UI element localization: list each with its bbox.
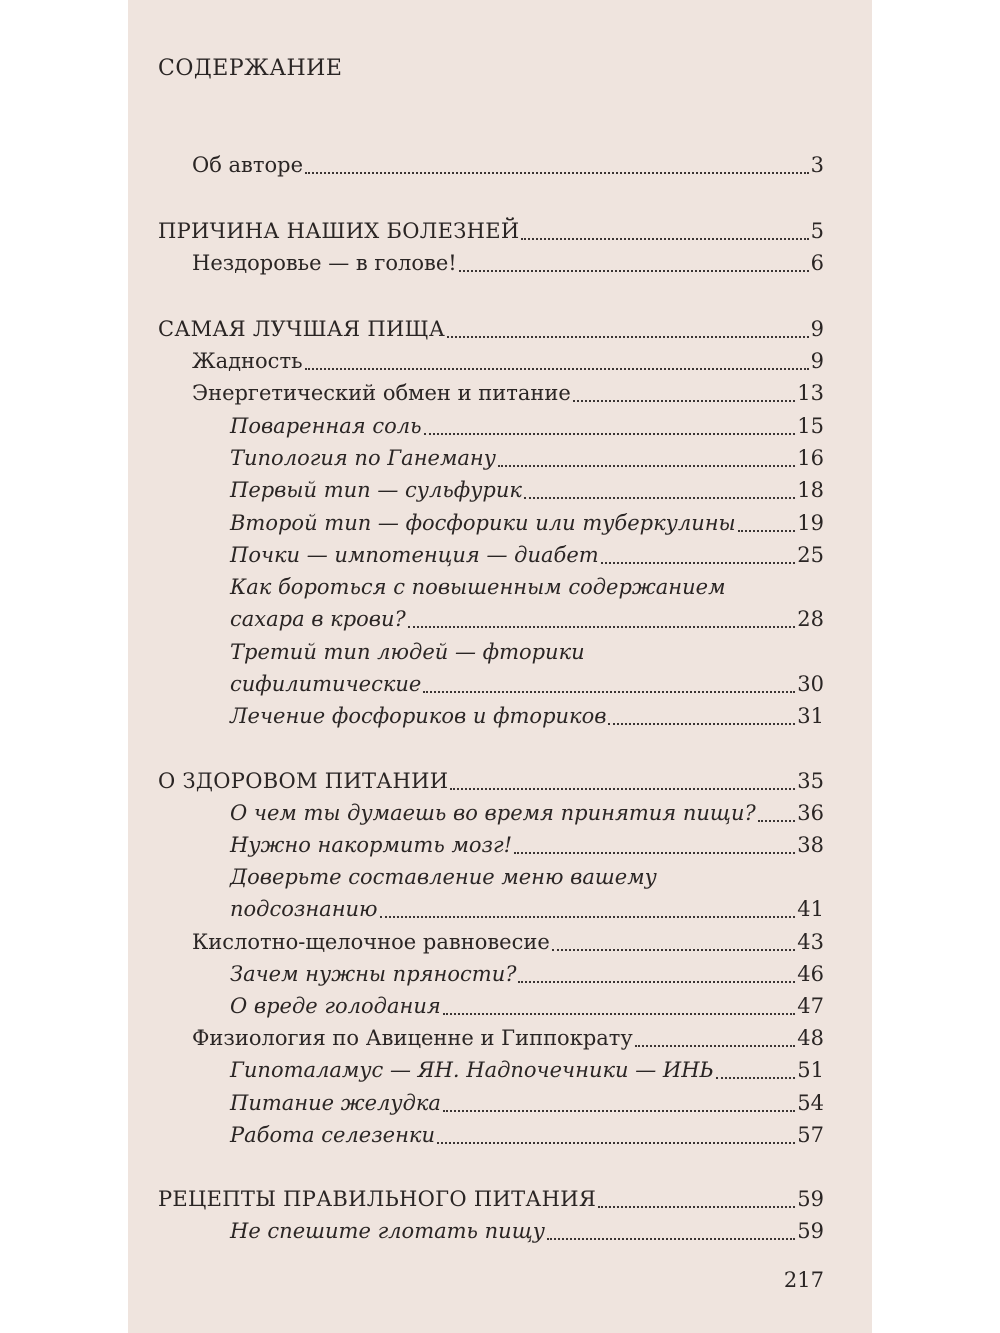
toc-entry (128, 540, 872, 570)
toc-entry (128, 475, 872, 505)
toc-entry-title: Энергетический обмен и питание (192, 381, 571, 405)
toc-entry-title: Лечение фосфориков и фториков (230, 704, 607, 728)
dot-leader (573, 400, 795, 402)
toc-entry-title: Гипоталамус — ЯН. Надпочечники — ИНЬ (230, 1058, 714, 1082)
toc-entry-title: О чем ты думаешь во время принятия пищи? (230, 801, 756, 825)
dot-leader (758, 820, 796, 822)
toc-entry-page: 30 (797, 672, 824, 696)
dot-leader (738, 530, 796, 532)
toc-entry (128, 1216, 872, 1246)
toc-entry (128, 637, 872, 667)
toc-entry-title: ПРИЧИНА НАШИХ БОЛЕЗНЕЙ (158, 219, 520, 243)
dot-leader (437, 1142, 795, 1144)
dot-leader (443, 1013, 796, 1015)
toc-entry-title: сахара в крови? (230, 607, 406, 631)
dot-leader (424, 433, 796, 435)
toc-entry (128, 701, 872, 731)
dot-leader (716, 1077, 796, 1079)
toc-entry-title: О вреде голодания (230, 994, 441, 1018)
toc-entry (128, 411, 872, 441)
toc-entry (128, 798, 872, 828)
dot-leader (521, 238, 808, 240)
toc-entry-page: 59 (797, 1219, 824, 1243)
toc-entry (128, 669, 872, 699)
toc-entry (128, 604, 872, 634)
toc-entry (128, 443, 872, 473)
toc-entry-title: Доверьте составление меню вашему (230, 865, 657, 889)
toc-entry-title: подсознанию (230, 897, 378, 921)
toc-entry (128, 1055, 872, 1085)
dot-leader (380, 916, 796, 918)
toc-entry-page: 43 (797, 930, 824, 954)
toc-entry (128, 572, 872, 602)
dot-leader (598, 1206, 795, 1208)
toc-entry-page: 9 (810, 317, 824, 341)
toc-entry-title: Кислотно-щелочное равновесие (192, 930, 550, 954)
toc-entry (128, 1120, 872, 1150)
toc-entry-title: САМАЯ ЛУЧШАЯ ПИЩА (158, 317, 446, 341)
page-number: 217 (783, 1268, 824, 1292)
toc-entry-page: 16 (797, 446, 824, 470)
dot-leader (450, 788, 795, 790)
dot-leader (423, 691, 795, 693)
toc-entry-title: Не спешите глотать пищу (230, 1219, 545, 1243)
table-of-contents (128, 0, 872, 1333)
dot-leader (514, 852, 795, 854)
toc-section-entry (128, 766, 872, 796)
toc-entry-page: 38 (797, 833, 824, 857)
toc-entry-title: Физиология по Авиценне и Гиппократу (192, 1026, 633, 1050)
toc-section-entry (128, 314, 872, 344)
toc-entry-title: сифилитические (230, 672, 422, 696)
toc-entry-page: 51 (797, 1058, 824, 1082)
toc-entry-page: 18 (797, 478, 824, 502)
toc-entry-title: РЕЦЕПТЫ ПРАВИЛЬНОГО ПИТАНИЯ (158, 1187, 597, 1211)
toc-entry-title: Работа селезенки (230, 1123, 435, 1147)
toc-entry-page: 6 (810, 251, 824, 275)
toc-entry-title: Об авторе (192, 153, 304, 177)
toc-entry-page: 9 (810, 349, 824, 373)
toc-entry (128, 830, 872, 860)
toc-entry (128, 894, 872, 924)
toc-entry-page: 15 (797, 414, 824, 438)
dot-leader (498, 465, 795, 467)
toc-entry-title: Поваренная соль (230, 414, 422, 438)
toc-entry-page: 31 (797, 704, 824, 728)
dot-leader (408, 626, 795, 628)
toc-entry (128, 346, 872, 376)
toc-entry-title: О ЗДОРОВОМ ПИТАНИИ (158, 769, 449, 793)
toc-entry-page: 19 (797, 511, 824, 535)
toc-entry-page: 28 (797, 607, 824, 631)
toc-section-entry (128, 216, 872, 246)
toc-entry-page: 25 (797, 543, 824, 567)
book-page (128, 0, 872, 1333)
toc-entry-page: 57 (797, 1123, 824, 1147)
toc-entry (128, 959, 872, 989)
toc-entry-title: Первый тип — сульфурик (230, 478, 522, 502)
toc-entry (128, 150, 872, 180)
toc-entry-page: 54 (797, 1091, 824, 1115)
dot-leader (547, 1238, 795, 1240)
toc-entry-title: Как бороться с повышенным содержанием (230, 575, 726, 599)
dot-leader (552, 949, 795, 951)
toc-entry-page: 46 (797, 962, 824, 986)
dot-leader (524, 497, 795, 499)
toc-entry-title: Зачем нужны пряности? (230, 962, 517, 986)
toc-entry-title: Нездоровье — в голове! (192, 251, 457, 275)
toc-entry-title: Почки — импотенция — диабет (230, 543, 599, 567)
toc-entry-page: 48 (797, 1026, 824, 1050)
toc-entry-page: 36 (797, 801, 824, 825)
dot-leader (459, 270, 809, 272)
dot-leader (635, 1045, 796, 1047)
toc-entry-page: 35 (797, 769, 824, 793)
toc-entry-title: Второй тип — фосфорики или туберкулины (230, 511, 736, 535)
toc-entry-page: 3 (810, 153, 824, 177)
toc-entry-title: Нужно накормить мозг! (230, 833, 513, 857)
dot-leader (601, 562, 796, 564)
toc-entry (128, 862, 872, 892)
toc-entry (128, 508, 872, 538)
toc-entry (128, 378, 872, 408)
dot-leader (447, 336, 809, 338)
toc-entry-page: 47 (797, 994, 824, 1018)
toc-entry (128, 1023, 872, 1053)
toc-entry-title: Жадность (192, 349, 303, 373)
toc-entry-page: 13 (797, 381, 824, 405)
dot-leader (305, 368, 809, 370)
toc-entry-page: 59 (797, 1187, 824, 1211)
contents-heading: СОДЕРЖАНИЕ (158, 56, 343, 81)
toc-entry (128, 927, 872, 957)
toc-entry-page: 41 (797, 897, 824, 921)
dot-leader (608, 723, 795, 725)
toc-entry-title: Питание желудка (230, 1091, 441, 1115)
toc-section-entry (128, 1184, 872, 1214)
toc-entry-title: Типология по Ганеману (230, 446, 496, 470)
toc-entry (128, 991, 872, 1021)
toc-entry-title: Третий тип людей — фторики (230, 640, 585, 664)
toc-entry-page: 5 (810, 219, 824, 243)
toc-entry (128, 248, 872, 278)
dot-leader (305, 172, 809, 174)
toc-entry (128, 1088, 872, 1118)
dot-leader (518, 981, 795, 983)
dot-leader (443, 1110, 795, 1112)
